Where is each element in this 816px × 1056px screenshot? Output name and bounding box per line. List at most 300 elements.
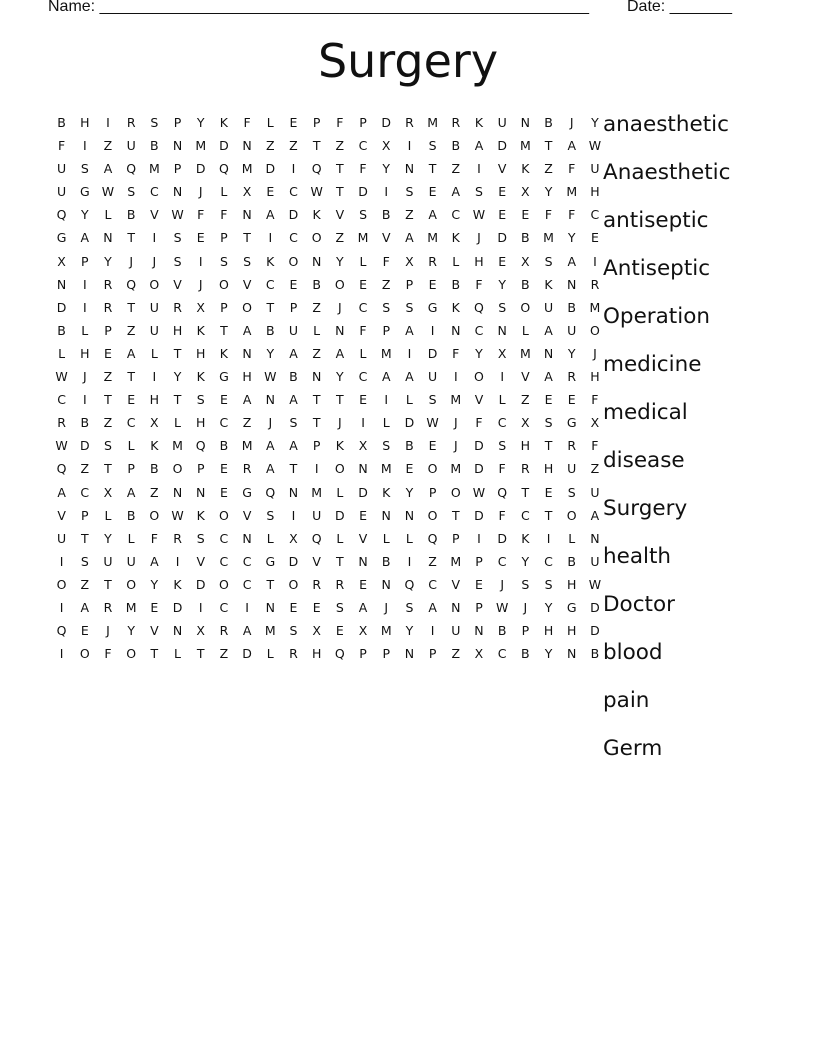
grid-letter: P xyxy=(127,461,135,477)
grid-letter: D xyxy=(497,530,507,546)
grid-letter: H xyxy=(311,646,322,662)
grid-letter: V xyxy=(312,553,321,569)
word-list-item: Anaesthetic xyxy=(603,160,731,185)
grid-letter: E xyxy=(359,507,367,523)
grid-letter: P xyxy=(382,646,390,662)
grid-letter: B xyxy=(312,276,321,292)
grid-letter: Y xyxy=(498,276,506,292)
grid-row xyxy=(50,504,607,527)
grid-letter: F xyxy=(544,207,553,223)
grid-letter: Y xyxy=(173,369,182,385)
grid-letter: N xyxy=(404,161,415,177)
grid-letter: A xyxy=(358,599,368,615)
grid-letter: X xyxy=(358,438,368,454)
grid-letter: S xyxy=(150,115,159,130)
grid-letter: L xyxy=(127,530,135,546)
grid-letter: X xyxy=(242,184,252,200)
grid-letter: O xyxy=(56,576,67,592)
grid-letter: T xyxy=(312,392,321,408)
grid-letter: P xyxy=(220,299,228,315)
grid-letter: O xyxy=(427,507,438,523)
grid-letter: A xyxy=(335,345,345,361)
header-line xyxy=(48,0,748,20)
grid-letter: Y xyxy=(196,115,205,130)
grid-letter: I xyxy=(59,646,64,662)
grid-letter: G xyxy=(56,230,67,246)
grid-letter: A xyxy=(567,138,576,154)
grid-letter: E xyxy=(498,253,507,269)
word-search-grid xyxy=(50,111,607,665)
grid-letter: A xyxy=(103,161,113,177)
grid-letter: R xyxy=(219,623,229,639)
grid-letter: C xyxy=(149,184,159,200)
grid-letter: T xyxy=(173,392,182,408)
grid-letter: C xyxy=(289,184,298,200)
grid-letter: I xyxy=(152,369,157,385)
grid-letter: S xyxy=(498,438,507,454)
grid-letter: B xyxy=(544,115,553,130)
grid-letter: H xyxy=(590,184,600,200)
grid-letter: Z xyxy=(219,646,229,662)
grid-letter: A xyxy=(428,207,437,223)
grid-letter: E xyxy=(405,461,414,477)
grid-letter: N xyxy=(451,322,461,338)
grid-letter: O xyxy=(218,507,229,523)
grid-letter: Q xyxy=(56,623,67,639)
grid-letter: U xyxy=(451,623,461,639)
grid-letter: N xyxy=(103,230,113,246)
grid-letter: D xyxy=(265,161,276,177)
grid-letter: N xyxy=(288,484,299,500)
grid-letter: T xyxy=(127,230,135,246)
grid-letter: H xyxy=(149,392,160,408)
grid-letter: U xyxy=(57,184,67,200)
grid-letter: A xyxy=(289,392,298,408)
grid-letter: B xyxy=(381,553,391,569)
grid-letter: C xyxy=(474,322,484,338)
grid-letter: A xyxy=(242,392,252,408)
grid-letter: V xyxy=(335,207,345,223)
grid-letter: W xyxy=(171,207,184,223)
grid-letter: I xyxy=(198,599,203,615)
grid-letter: P xyxy=(382,322,390,338)
grid-row xyxy=(50,203,607,226)
grid-letter: O xyxy=(450,484,461,500)
grid-letter: H xyxy=(474,253,484,269)
grid-letter: S xyxy=(498,299,507,315)
grid-letter: W xyxy=(101,184,115,200)
grid-letter: T xyxy=(521,484,530,500)
grid-letter: B xyxy=(219,438,229,454)
grid-letter: B xyxy=(451,276,461,292)
grid-letter: L xyxy=(382,530,390,546)
grid-letter: R xyxy=(103,599,113,615)
word-list-item: disease xyxy=(603,448,685,473)
grid-letter: B xyxy=(126,507,136,523)
grid-letter: O xyxy=(334,461,345,477)
grid-letter: E xyxy=(289,599,298,615)
grid-letter: V xyxy=(150,207,159,223)
grid-letter: S xyxy=(428,392,437,408)
grid-letter: T xyxy=(220,322,228,338)
grid-letter: F xyxy=(452,345,460,361)
grid-letter: Y xyxy=(521,553,530,569)
grid-letter: A xyxy=(428,599,437,615)
grid-letter: T xyxy=(150,646,159,662)
grid-letter: W xyxy=(426,415,439,431)
grid-letter: Q xyxy=(497,484,508,500)
grid-letter: T xyxy=(544,438,553,454)
grid-letter: I xyxy=(477,161,481,177)
grid-letter: H xyxy=(80,345,90,361)
grid-letter: K xyxy=(521,161,530,177)
grid-letter: B xyxy=(497,623,507,639)
grid-letter: E xyxy=(498,184,507,200)
grid-letter: N xyxy=(172,623,183,639)
grid-letter: Q xyxy=(427,530,438,546)
grid-letter: L xyxy=(336,484,344,500)
grid-letter: C xyxy=(497,553,507,569)
grid-letter: Y xyxy=(405,623,414,639)
grid-letter: A xyxy=(289,345,298,361)
grid-letter: X xyxy=(103,484,113,500)
grid-letter: A xyxy=(126,484,136,500)
grid-letter: L xyxy=(359,253,367,269)
grid-letter: S xyxy=(405,599,414,615)
grid-row xyxy=(50,273,607,296)
grid-letter: C xyxy=(590,207,600,223)
grid-letter: J xyxy=(500,576,504,592)
grid-letter: C xyxy=(358,369,368,385)
grid-letter: W xyxy=(495,599,509,615)
grid-letter: A xyxy=(80,230,90,246)
grid-letter: W xyxy=(264,369,277,385)
grid-letter: O xyxy=(149,276,160,292)
grid-letter: T xyxy=(451,507,460,523)
grid-letter: Z xyxy=(103,369,113,385)
grid-letter: T xyxy=(196,646,205,662)
grid-letter: N xyxy=(567,276,577,292)
grid-letter: I xyxy=(453,369,458,385)
grid-row xyxy=(50,319,607,342)
grid-letter: R xyxy=(173,299,182,315)
grid-letter: L xyxy=(568,530,576,546)
grid-letter: N xyxy=(172,184,183,200)
grid-letter: X xyxy=(289,530,298,546)
grid-letter: O xyxy=(474,369,484,385)
grid-letter: S xyxy=(127,184,136,200)
grid-letter: N xyxy=(242,345,252,361)
grid-letter: O xyxy=(427,461,438,477)
word-list-item: Antiseptic xyxy=(603,256,711,281)
grid-letter: T xyxy=(428,161,437,177)
grid-letter: Z xyxy=(451,646,461,662)
grid-letter: I xyxy=(291,161,296,177)
grid-letter: U xyxy=(567,322,577,338)
grid-letter: V xyxy=(497,161,507,177)
grid-letter: Y xyxy=(544,646,553,662)
grid-letter: L xyxy=(174,646,182,662)
grid-row xyxy=(50,596,607,619)
grid-letter: S xyxy=(289,415,298,431)
grid-row xyxy=(50,296,607,319)
grid-letter: E xyxy=(498,207,507,223)
grid-letter: X xyxy=(196,623,205,639)
grid-letter: I xyxy=(198,253,203,269)
grid-letter: I xyxy=(407,553,412,569)
grid-letter: J xyxy=(593,345,597,361)
grid-letter: K xyxy=(544,276,553,292)
grid-letter: C xyxy=(242,576,252,592)
grid-letter: Z xyxy=(544,161,553,177)
grid-letter: E xyxy=(359,576,367,592)
grid-letter: L xyxy=(266,646,274,662)
grid-letter: T xyxy=(336,161,344,177)
grid-letter: K xyxy=(196,322,205,338)
grid-letter: L xyxy=(452,253,460,269)
grid-letter: M xyxy=(450,392,462,408)
grid-letter: W xyxy=(588,138,602,154)
grid-letter: M xyxy=(427,115,438,130)
grid-letter: K xyxy=(521,530,530,546)
grid-letter: F xyxy=(591,438,599,454)
grid-letter: I xyxy=(59,553,64,569)
grid-letter: Y xyxy=(567,345,576,361)
grid-letter: N xyxy=(474,623,484,639)
grid-letter: V xyxy=(242,276,252,292)
grid-letter: S xyxy=(567,484,576,500)
grid-letter: E xyxy=(521,207,530,223)
grid-letter: R xyxy=(405,115,414,130)
grid-letter: E xyxy=(359,392,367,408)
word-list-item: antiseptic xyxy=(603,208,709,233)
grid-letter: F xyxy=(498,507,506,523)
grid-letter: I xyxy=(82,276,87,292)
grid-letter: M xyxy=(450,553,462,569)
grid-letter: I xyxy=(82,392,87,408)
grid-letter: B xyxy=(405,438,414,454)
word-list-item: blood xyxy=(603,640,663,665)
grid-letter: J xyxy=(82,369,87,385)
grid-letter: Z xyxy=(103,138,113,154)
grid-letter: J xyxy=(569,115,574,130)
grid-row xyxy=(50,134,607,157)
grid-letter: A xyxy=(381,369,391,385)
grid-letter: E xyxy=(150,599,159,615)
grid-letter: T xyxy=(336,553,344,569)
grid-letter: S xyxy=(335,599,344,615)
grid-letter: N xyxy=(381,576,391,592)
grid-letter: A xyxy=(405,369,414,385)
grid-letter: T xyxy=(289,461,298,477)
grid-letter: O xyxy=(589,322,600,338)
grid-letter: I xyxy=(291,507,296,523)
grid-letter: E xyxy=(196,230,205,246)
grid-letter: L xyxy=(498,392,506,408)
grid-letter: U xyxy=(567,461,577,477)
grid-row xyxy=(50,365,607,388)
grid-letter: E xyxy=(219,392,228,408)
grid-letter: L xyxy=(359,345,367,361)
grid-row xyxy=(50,573,607,596)
grid-letter: D xyxy=(381,115,392,130)
grid-letter: T xyxy=(127,299,135,315)
grid-letter: Q xyxy=(126,276,137,292)
grid-letter: B xyxy=(57,322,66,338)
grid-letter: W xyxy=(472,207,486,223)
grid-letter: E xyxy=(289,276,298,292)
grid-letter: N xyxy=(404,507,415,523)
grid-letter: G xyxy=(219,369,229,385)
grid-letter: T xyxy=(336,184,344,200)
word-list xyxy=(603,110,730,782)
grid-letter: D xyxy=(497,230,507,246)
grid-letter: F xyxy=(57,138,66,154)
grid-row xyxy=(50,180,607,203)
grid-row xyxy=(50,457,607,480)
grid-letter: R xyxy=(312,576,321,592)
grid-letter: F xyxy=(220,207,228,223)
grid-letter: N xyxy=(358,461,368,477)
page-title: Surgery xyxy=(317,34,499,88)
grid-letter: N xyxy=(196,484,206,500)
grid-letter: D xyxy=(358,184,368,200)
grid-letter: A xyxy=(474,138,484,154)
grid-letter: T xyxy=(312,138,321,154)
grid-letter: Y xyxy=(80,207,89,223)
grid-letter: S xyxy=(544,415,553,431)
grid-letter: V xyxy=(381,230,391,246)
grid-letter: B xyxy=(521,230,530,246)
grid-letter: E xyxy=(312,599,321,615)
grid-letter: V xyxy=(173,276,182,292)
grid-letter: B xyxy=(126,207,136,223)
grid-letter: D xyxy=(404,415,415,431)
grid-letter: M xyxy=(195,138,207,154)
grid-letter: Z xyxy=(405,207,414,223)
grid-letter: K xyxy=(266,253,275,269)
grid-letter: L xyxy=(521,322,529,338)
grid-letter: K xyxy=(196,507,205,523)
grid-letter: U xyxy=(57,530,67,546)
grid-letter: B xyxy=(451,138,461,154)
grid-letter: Q xyxy=(474,299,484,315)
grid-row xyxy=(50,619,607,642)
grid-letter: T xyxy=(80,530,89,546)
grid-letter: A xyxy=(405,230,414,246)
grid-letter: M xyxy=(380,345,392,361)
grid-letter: F xyxy=(568,207,576,223)
grid-letter: C xyxy=(242,553,252,569)
grid-letter: M xyxy=(427,230,438,246)
grid-letter: O xyxy=(334,276,345,292)
grid-letter: M xyxy=(519,138,531,154)
grid-letter: I xyxy=(314,461,319,477)
grid-letter: D xyxy=(497,138,507,154)
word-list-item: medicine xyxy=(603,352,702,377)
grid-letter: D xyxy=(590,599,600,615)
grid-letter: O xyxy=(311,230,322,246)
grid-letter: A xyxy=(451,184,461,200)
grid-letter: N xyxy=(242,138,252,154)
grid-letter: P xyxy=(196,461,205,477)
grid-letter: X xyxy=(358,623,368,639)
grid-letter: U xyxy=(590,553,600,569)
grid-letter: I xyxy=(546,530,551,546)
grid-letter: S xyxy=(173,253,182,269)
grid-letter: P xyxy=(173,115,182,130)
grid-letter: X xyxy=(150,415,159,431)
grid-letter: Z xyxy=(80,461,90,477)
grid-letter: X xyxy=(196,299,205,315)
grid-letter: E xyxy=(335,623,344,639)
grid-letter: Q xyxy=(311,530,322,546)
grid-letter: J xyxy=(338,415,342,431)
grid-letter: V xyxy=(358,530,368,546)
grid-letter: C xyxy=(80,484,90,500)
grid-letter: I xyxy=(152,230,157,246)
grid-letter: P xyxy=(405,276,414,292)
grid-letter: U xyxy=(543,299,554,315)
grid-letter: S xyxy=(382,438,391,454)
grid-letter: X xyxy=(521,415,530,431)
grid-letter: T xyxy=(266,576,275,592)
grid-letter: I xyxy=(82,138,87,154)
grid-letter: T xyxy=(127,369,135,385)
grid-letter: M xyxy=(380,623,392,639)
grid-letter: Z xyxy=(103,415,113,431)
grid-letter: K xyxy=(382,484,391,500)
grid-row xyxy=(50,434,607,457)
grid-letter: I xyxy=(59,599,64,615)
grid-letter: J xyxy=(453,415,458,431)
grid-letter: I xyxy=(407,345,412,361)
grid-letter: P xyxy=(104,322,112,338)
grid-letter: Q xyxy=(126,161,137,177)
grid-letter: R xyxy=(103,299,113,315)
grid-letter: P xyxy=(428,484,437,500)
grid-letter: W xyxy=(472,484,486,500)
grid-letter: L xyxy=(405,530,413,546)
grid-letter: M xyxy=(519,345,531,361)
grid-letter: C xyxy=(219,415,229,431)
grid-letter: L xyxy=(104,207,112,223)
word-list-item: Surgery xyxy=(603,496,688,521)
grid-letter: M xyxy=(357,230,369,246)
grid-letter: N xyxy=(590,530,600,546)
grid-letter: Z xyxy=(521,392,530,408)
grid-letter: C xyxy=(497,415,507,431)
grid-letter: U xyxy=(288,322,299,338)
grid-letter: C xyxy=(219,553,229,569)
grid-letter: Z xyxy=(312,345,321,361)
grid-letter: V xyxy=(474,392,484,408)
grid-letter: H xyxy=(196,345,206,361)
grid-letter: G xyxy=(566,415,577,431)
grid-letter: O xyxy=(126,646,137,662)
grid-letter: Q xyxy=(334,646,345,662)
grid-letter: K xyxy=(451,230,460,246)
grid-letter: I xyxy=(430,322,435,338)
grid-letter: F xyxy=(104,646,112,662)
grid-letter: M xyxy=(241,438,253,454)
grid-letter: M xyxy=(380,461,392,477)
grid-letter: I xyxy=(384,392,389,408)
grid-letter: S xyxy=(521,576,530,592)
grid-letter: B xyxy=(150,461,159,477)
grid-letter: R xyxy=(428,253,437,269)
grid-letter: I xyxy=(82,299,87,315)
